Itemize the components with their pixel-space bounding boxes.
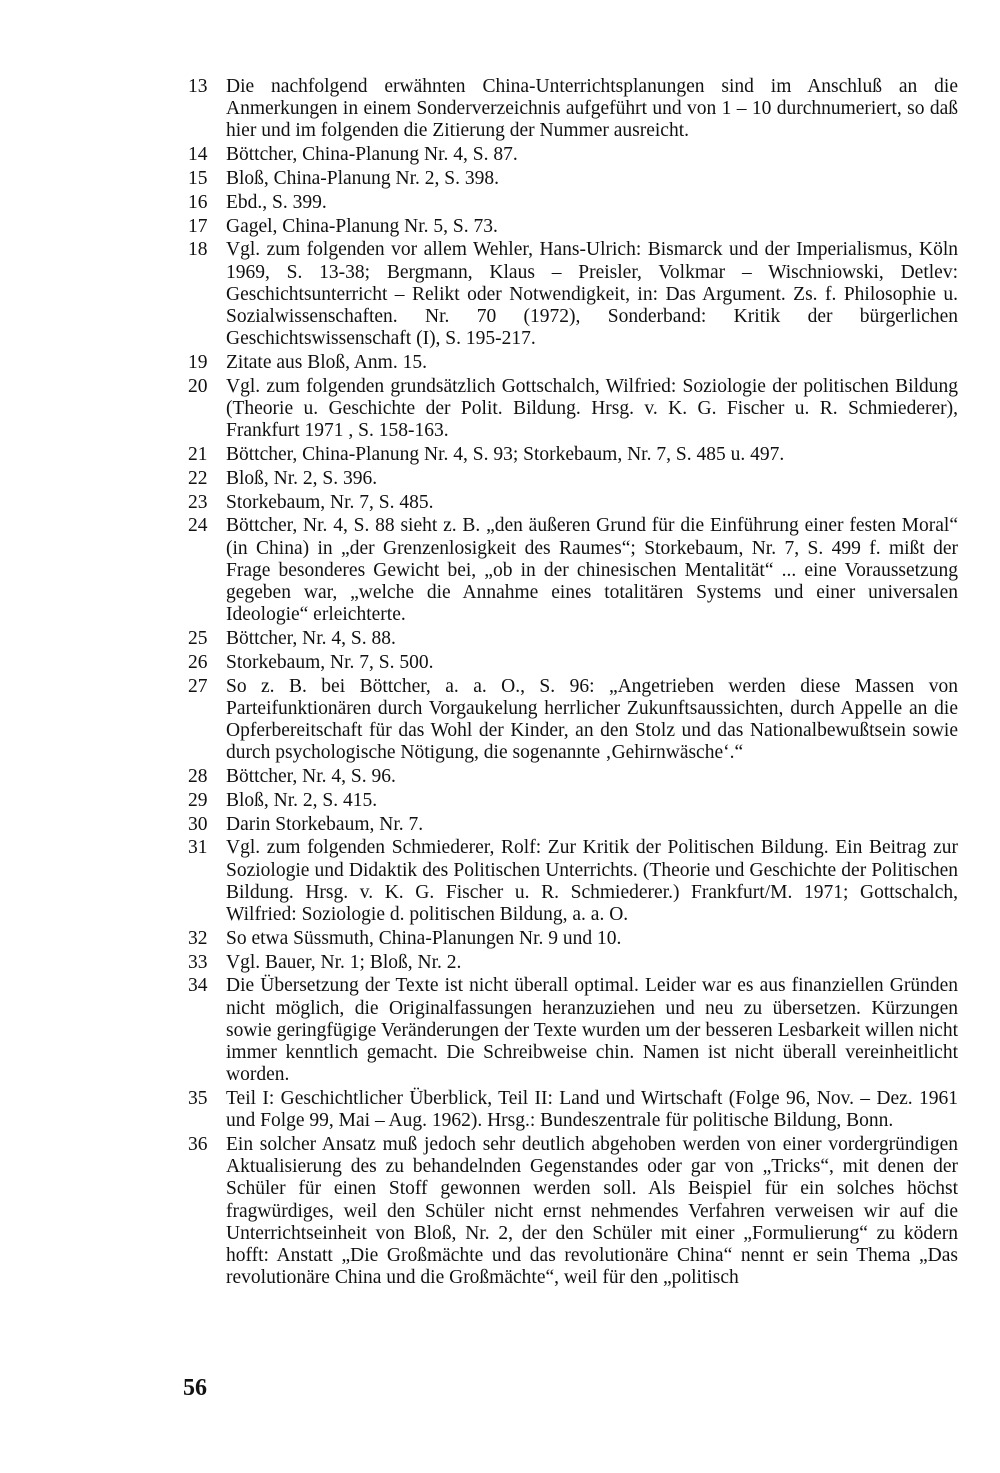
footnote-text: Storkebaum, Nr. 7, S. 485. bbox=[226, 491, 434, 513]
footnote-text: Bloß, Nr. 2, S. 415. bbox=[226, 789, 378, 811]
footnote-text: Ebd., S. 399. bbox=[226, 191, 327, 213]
footnote-19 bbox=[188, 352, 958, 374]
footnote-text: So etwa Süssmuth, China-Planungen Nr. 9 und 10. bbox=[226, 927, 622, 949]
footnote-text: Bloß, Nr. 2, S. 396. bbox=[226, 467, 378, 489]
footnote-text: Die nachfolgend erwähnten China-Unterrichtsplanungen sind im Anschluß an die Anmerkungen in einem Sonderverzeichnis aufgeführt und von 1 – 10 durchnumeriert, so daß hier und im folgenden die Zitierung der Nummer ausreicht. bbox=[226, 76, 958, 142]
footnote-29 bbox=[188, 790, 958, 812]
footnote-text: Die Übersetzung der Texte ist nicht überall optimal. Leider war es aus finanziellen Gründen nicht möglich, die Originalfassungen heranzuziehen und neu zu übersetzen. Kürzungen sowie geringfügige Veränderungen der Texte wurden um der besseren Lesbarkeit willen nicht immer kenntlich gemacht. Die Schreibweise chin. Namen ist nicht überall vereinheitlicht worden. bbox=[226, 975, 958, 1086]
footnote-number: 22 bbox=[188, 467, 208, 489]
footnote-text: Teil I: Geschichtlicher Überblick, Teil II: Land und Wirtschaft (Folge 96, Nov. – Dez. 1961 und Folge 99, Mai – Aug. 1962). Hrsg.: Bundeszentrale für politische Bildung, Bonn. bbox=[226, 1088, 958, 1132]
footnote-number: 36 bbox=[188, 1134, 208, 1155]
footnote-18 bbox=[188, 239, 958, 350]
footnote-28 bbox=[188, 766, 958, 788]
footnote-13 bbox=[188, 76, 958, 143]
footnote-27 bbox=[188, 676, 958, 765]
footnote-20 bbox=[188, 376, 958, 443]
footnote-text: Bloß, China-Planung Nr. 2, S. 398. bbox=[226, 168, 500, 189]
footnote-number: 31 bbox=[188, 837, 208, 859]
footnote-number: 27 bbox=[188, 675, 208, 697]
footnote-text: Böttcher, Nr. 4, S. 88 sieht z. B. „den äußeren Grund für die Einführung einer festen Moral“ (in China) in „der Grenzenlosigkeit des Raumes“; Storkebaum, Nr. 7, S. 499 f. mißt der Frage besonderes Gewicht bei, „ob in der chinesischen Mentalität“ ... eine Voraussetzung gegeben war, „welche die Annahme eines totalitären Systems und einer universalen Ideologie“ erleichterte. bbox=[226, 515, 958, 626]
footnote-31 bbox=[188, 837, 958, 926]
footnote-text: Vgl. Bauer, Nr. 1; Bloß, Nr. 2. bbox=[226, 951, 462, 973]
footnote-text: Storkebaum, Nr. 7, S. 500. bbox=[226, 651, 434, 673]
footnote-23 bbox=[188, 492, 958, 514]
footnote-21 bbox=[188, 444, 958, 466]
footnote-number: 23 bbox=[188, 491, 208, 513]
footnote-number: 24 bbox=[188, 515, 208, 537]
footnote-number: 28 bbox=[188, 766, 208, 787]
footnote-number: 14 bbox=[188, 144, 208, 166]
footnote-32 bbox=[188, 928, 958, 950]
footnote-text: Vgl. zum folgenden Schmiederer, Rolf: Zur Kritik der Politischen Bildung. Ein Beitrag zur Soziologie und Didaktik des Politischen Unterrichts. (Theorie und Geschichte der Politischen Bildung. Hrsg. v. K. G. Fischer u. R. Schmiederer.) Frankfurt/M. 1971; Gottschalch, Wilfried: Soziologie d. politischen Bildung, a. a. O. bbox=[226, 837, 958, 925]
footnote-24 bbox=[188, 515, 958, 626]
footnote-14 bbox=[188, 144, 958, 166]
footnote-text: Gagel, China-Planung Nr. 5, S. 73. bbox=[226, 215, 498, 237]
footnote-number: 32 bbox=[188, 927, 208, 949]
footnote-text: Vgl. zum folgenden vor allem Wehler, Hans-Ulrich: Bismarck und der Imperialismus, Köln 1969, S. 13-38; Bergmann, Klaus – Preisler, Volkmar – Wischniowski, Detlev: Geschichtsunterricht – Relikt oder Notwendigkeit, in: Das Argument. Zs. f. Philosophie u. Sozialwissenschaften. Nr. 70 (1972), Sonderband: Kritik der bürgerlichen Geschichtswissenschaft (I), S. 195-217. bbox=[226, 239, 958, 350]
footnote-text: Böttcher, Nr. 4, S. 96. bbox=[226, 766, 396, 787]
footnote-number: 18 bbox=[188, 239, 208, 261]
footnote-15 bbox=[188, 168, 958, 190]
footnote-number: 21 bbox=[188, 444, 208, 465]
footnote-36 bbox=[188, 1134, 958, 1289]
footnote-number: 33 bbox=[188, 951, 208, 973]
footnote-number: 34 bbox=[188, 975, 208, 997]
footnote-text: Ein solcher Ansatz muß jedoch sehr deutlich abgehoben werden von einer vordergründigen Aktualisierung des zu behandelnden Gegenstandes oder gar von „Tricks“, mit denen der Schüler für einen Stoff gewonnen werden soll. Als Beispiel für ein solches höchst fragwürdiges, weil den Schüler nicht ernst nehmendes Verfahren verweisen wir auf die Unterrichtseinheit von Bloß, Nr. 2, der den Schüler mit einer „Formulierung“ zu ködern hofft: Anstatt „Die Großmächte und das revolutionäre China“ nennt er sein Thema „Das revolutionäre China und die Großmächte“, weil für den „politisch bbox=[226, 1134, 958, 1289]
footnote-25 bbox=[188, 628, 958, 650]
footnote-34 bbox=[188, 975, 958, 1086]
footnote-30 bbox=[188, 814, 958, 836]
footnote-number: 15 bbox=[188, 168, 208, 189]
footnote-number: 30 bbox=[188, 813, 208, 835]
footnote-22 bbox=[188, 468, 958, 490]
footnote-number: 17 bbox=[188, 215, 208, 237]
footnote-number: 26 bbox=[188, 651, 208, 673]
footnote-number: 25 bbox=[188, 628, 208, 649]
footnote-text: Zitate aus Bloß, Anm. 15. bbox=[226, 352, 427, 373]
footnotes-list bbox=[188, 76, 958, 1291]
footnote-33 bbox=[188, 952, 958, 974]
footnote-number: 20 bbox=[188, 375, 208, 397]
footnote-text: Böttcher, China-Planung Nr. 4, S. 87. bbox=[226, 144, 518, 166]
footnote-number: 29 bbox=[188, 789, 208, 811]
footnote-number: 16 bbox=[188, 191, 208, 213]
footnote-16 bbox=[188, 192, 958, 214]
footnote-17 bbox=[188, 216, 958, 238]
footnote-text: Vgl. zum folgenden grundsätzlich Gottschalch, Wilfried: Soziologie der politischen Bildung (Theorie u. Geschichte der Polit. Bildung. Hrsg. v. K. G. Fischer u. R. Schmiederer), Frankfurt 1971 , S. 158-163. bbox=[226, 375, 958, 442]
footnote-text: Böttcher, Nr. 4, S. 88. bbox=[226, 628, 396, 649]
footnote-35 bbox=[188, 1088, 958, 1132]
footnote-text: Darin Storkebaum, Nr. 7. bbox=[226, 813, 424, 835]
footnote-26 bbox=[188, 652, 958, 674]
footnote-number: 19 bbox=[188, 352, 208, 373]
footnote-text: So z. B. bei Böttcher, a. a. O., S. 96: „Angetrieben werden diese Massen von Parteifunktionären durch Vorgaukelung herrlicher Zukunftsaussichten, durch Appelle an die Opferbereitschaft für das Wohl der Kinder, an den Stolz und das Nationalbewußtsein sowie durch psychologische Nötigung, die sogenannte ‚Gehirnwäsche‘.“ bbox=[226, 675, 958, 764]
footnote-text: Böttcher, China-Planung Nr. 4, S. 93; Storkebaum, Nr. 7, S. 485 u. 497. bbox=[226, 444, 785, 465]
footnote-number: 13 bbox=[188, 76, 208, 97]
page-number: 56 bbox=[183, 1375, 207, 1401]
footnote-number: 35 bbox=[188, 1088, 208, 1109]
